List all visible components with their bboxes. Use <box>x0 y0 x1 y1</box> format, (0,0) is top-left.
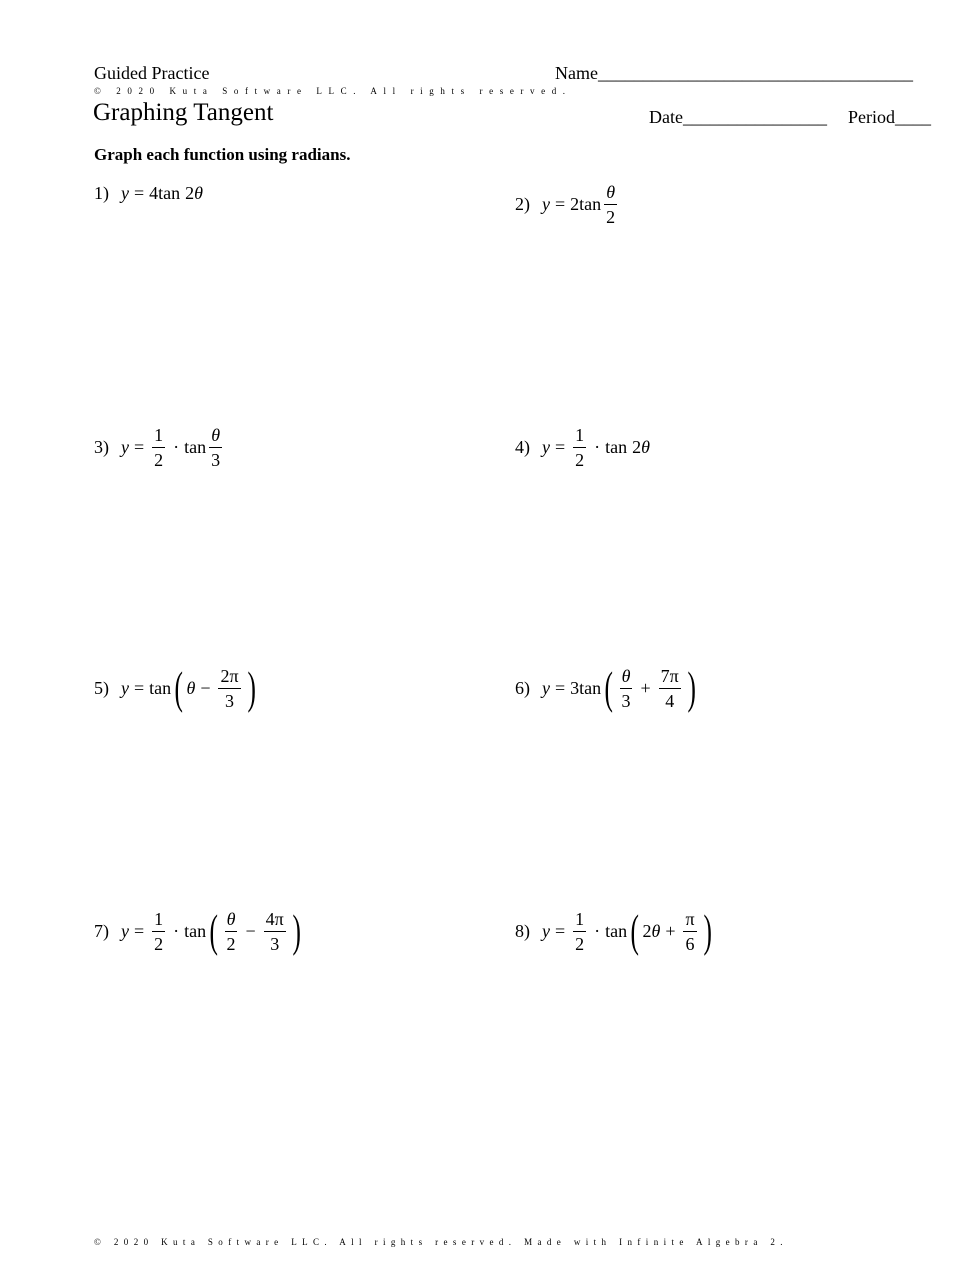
numerator: θ <box>620 667 633 689</box>
left-paren: ( <box>209 905 219 956</box>
tan-function: tan <box>184 437 207 457</box>
fraction <box>224 910 237 953</box>
instructions: Graph each function using radians. <box>94 145 351 164</box>
equals-sign: = <box>555 194 566 214</box>
theta: θ <box>194 183 203 203</box>
equals-sign: = <box>134 183 145 203</box>
var-y: y <box>542 194 550 214</box>
problem-2 <box>515 183 620 226</box>
denominator: 2 <box>154 933 164 954</box>
tan-function: tan <box>605 920 628 941</box>
arg-coefficient: 2 <box>185 183 195 203</box>
denominator: 2 <box>154 450 164 470</box>
tan-function: tan <box>149 677 172 698</box>
problem-4 <box>515 426 650 469</box>
equals-sign: = <box>555 677 566 698</box>
coefficient-tan: 3tan <box>570 677 602 698</box>
operator: − <box>200 677 211 698</box>
denominator: 3 <box>211 450 221 470</box>
numerator: θ <box>225 910 238 932</box>
problem-7 <box>94 905 304 956</box>
arg-coefficient: 2 <box>642 920 652 941</box>
numerator: θ <box>209 426 222 448</box>
coefficient-fraction <box>573 910 586 953</box>
date-field[interactable]: Date________________ <box>649 107 827 127</box>
fraction <box>659 667 681 710</box>
numerator: 4π <box>264 910 286 932</box>
var-y: y <box>121 677 129 698</box>
multiply-dot: · <box>173 437 180 457</box>
equals-sign: = <box>134 920 145 941</box>
denominator: 2 <box>575 450 585 470</box>
denominator: 3 <box>225 690 235 711</box>
equals-sign: = <box>134 677 145 698</box>
var-y: y <box>542 677 550 698</box>
numerator: 1 <box>152 426 165 448</box>
problem-number: 7) <box>94 920 109 941</box>
multiply-dot: · <box>594 920 601 941</box>
tan-function: tan <box>184 920 207 941</box>
var-y: y <box>542 920 550 941</box>
problem-8 <box>515 905 715 956</box>
name-field[interactable]: Name___________________________________ <box>555 63 913 83</box>
var-y: y <box>121 920 129 941</box>
tan-function: tan <box>605 437 628 457</box>
equals-sign: = <box>555 437 566 457</box>
equals-sign: = <box>555 920 566 941</box>
problem-6 <box>515 662 699 713</box>
numerator: 1 <box>152 910 165 932</box>
theta: θ <box>186 677 196 698</box>
worksheet-subtitle: Guided Practice <box>94 63 210 83</box>
fraction <box>683 910 696 953</box>
copyright-line: © 2020 Kuta Software LLC. All rights reserved. <box>94 86 572 96</box>
coefficient-fraction <box>152 910 165 953</box>
problem-number: 4) <box>515 437 530 457</box>
problem-1 <box>94 183 203 204</box>
coefficient-fraction <box>152 426 165 469</box>
problem-number: 1) <box>94 183 109 203</box>
problem-number: 8) <box>515 920 530 941</box>
theta: θ <box>651 920 661 941</box>
problem-5 <box>94 662 259 713</box>
right-paren: ) <box>703 905 712 956</box>
var-y: y <box>121 183 129 203</box>
multiply-dot: · <box>594 437 601 457</box>
right-paren: ) <box>292 905 301 956</box>
left-paren: ( <box>604 662 614 713</box>
page-title: Graphing Tangent <box>93 99 274 126</box>
problem-3 <box>94 426 225 469</box>
denominator: 3 <box>621 690 631 711</box>
numerator: θ <box>604 183 617 205</box>
right-paren: ) <box>687 662 696 713</box>
denominator: 2 <box>226 933 236 954</box>
fraction <box>218 667 240 710</box>
coefficient-tan: 2tan <box>570 194 602 214</box>
operator: + <box>640 677 651 698</box>
left-paren: ( <box>630 905 640 956</box>
problem-number: 6) <box>515 677 530 698</box>
coefficient-tan: 4tan <box>149 183 181 203</box>
var-y: y <box>542 437 550 457</box>
numerator: 2π <box>218 667 240 689</box>
multiply-dot: · <box>173 920 180 941</box>
numerator: 1 <box>573 426 586 448</box>
period-field[interactable]: Period____ <box>848 107 931 127</box>
arg-coefficient: 2 <box>632 437 642 457</box>
operator: − <box>245 920 256 941</box>
denominator: 6 <box>685 933 695 954</box>
denominator: 2 <box>606 207 616 227</box>
fraction <box>604 183 617 226</box>
theta: θ <box>641 437 650 457</box>
problem-number: 5) <box>94 677 109 698</box>
coefficient-fraction <box>573 426 586 469</box>
problem-number: 3) <box>94 437 109 457</box>
fraction <box>209 426 222 469</box>
fraction <box>264 910 286 953</box>
numerator: 7π <box>659 667 681 689</box>
operator: + <box>665 920 676 941</box>
left-paren: ( <box>174 662 184 713</box>
problem-number: 2) <box>515 194 530 214</box>
var-y: y <box>121 437 129 457</box>
footer-copyright: © 2020 Kuta Software LLC. All rights reserved. Made with Infinite Algebra 2. <box>94 1237 788 1247</box>
right-paren: ) <box>247 662 256 713</box>
numerator: π <box>683 910 696 932</box>
equals-sign: = <box>134 437 145 457</box>
fraction <box>619 667 632 710</box>
numerator: 1 <box>573 910 586 932</box>
denominator: 3 <box>270 933 280 954</box>
denominator: 4 <box>665 690 675 711</box>
denominator: 2 <box>575 933 585 954</box>
